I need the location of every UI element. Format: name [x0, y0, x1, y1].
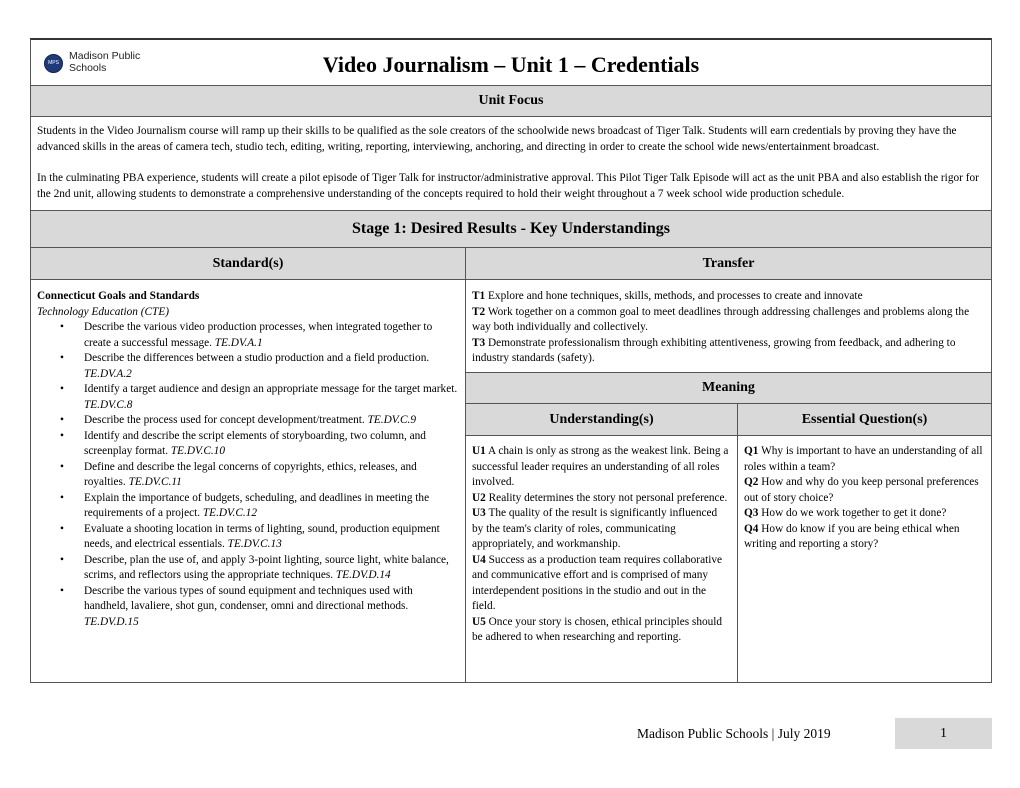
unit-focus-body [30, 117, 992, 211]
unit-focus-paragraph-2: In the culminating PBA experience, students will create a pilot episode of Tiger Talk for instructor/administrative approval. This Pilot Tiger Talk Episode will act as the unit PBA and also establish the rigor for the 2nd unit, allowing students to demonstrate a comprehensive understanding of the concepts required to hold their weight throughout a 7 week school wide production schedule. [37, 172, 979, 200]
understanding-item: U2 Reality determines the story not personal preference. [472, 491, 728, 504]
transfer-goal: T1 Explore and hone techniques, skills, methods, and processes to create and innovate [472, 290, 863, 302]
list-item: • Identify and describe the script elements of storyboarding, two column, and screenplay format. TE.DV.C.10 [60, 429, 426, 457]
document-page [30, 38, 992, 683]
list-item: • Describe, plan the use of, and apply 3-point lighting, source light, white balance, scrims, and reflectors using the appropriate techniques. TE.DV.D.14 [60, 553, 449, 581]
page-title: Video Journalism – Unit 1 – Credentials [322, 52, 700, 77]
list-item: • Define and describe the legal concerns of copyrights, ethics, releases, and royalties. TE.DV.C.11 [60, 460, 417, 488]
footer-text: Madison Public Schools | July 2019 [637, 725, 831, 741]
meaning-column-headers [466, 404, 991, 436]
transfer-meaning-area [466, 280, 991, 682]
questions-heading: Essential Question(s) [738, 404, 991, 435]
list-item: • Describe the various types of sound equipment and techniques used with handheld, lavaliere, shot gun, condenser, omni and directional methods. TE.DV.D.15 [60, 584, 413, 628]
transfer-goal: T2 Work together on a common goal to meet deadlines through addressing challenges and problems along the way both individually and collectively. [472, 305, 970, 333]
transfer-cell [466, 280, 991, 373]
standards-subtitle: Technology Education (CTE) [37, 305, 169, 318]
question-item: Q3 How do we work together to get it done? [744, 507, 947, 519]
question-item: Q2 How and why do you keep personal preferences out of story choice? [744, 476, 979, 504]
understanding-item: U3 The quality of the result is significantly influenced by the team's clarity of roles, communicating appropriately, and workmanship. [472, 507, 718, 550]
seal-icon: MPS [44, 54, 63, 73]
understandings-cell [466, 436, 738, 682]
list-item: • Identify a target audience and design an appropriate message for the target market. TE.DV.C.8 [60, 383, 458, 411]
transfer-goal: T3 Demonstrate professionalism through exhibiting attentiveness, growing from feedback, and adhering to industry standards (safety). [472, 336, 956, 364]
document-header [30, 38, 992, 86]
list-item: • Describe the process used for concept development/treatment. TE.DV.C.9 [60, 414, 417, 426]
understanding-item: U1 A chain is only as strong as the weakest link. Being a successful leader requires an understanding of all roles involved. [472, 445, 729, 488]
unit-focus-paragraph-1: Students in the Video Journalism course will ramp up their skills to be qualified as the sole creators of the schoolwide news broadcast of Tiger Talk. Students will earn credentials by proving they have the advanced skills in the areas of camera tech, studio tech, editing, writing, reporting, interviewing, anchoring, and directing in order to create the school wide news/entertainment broadcast. [37, 125, 957, 153]
standards-title: Connecticut Goals and Standards [37, 290, 200, 302]
meaning-content [466, 436, 991, 682]
understanding-item: U5 Once your story is chosen, ethical principles should be adhered to when researching and reporting. [472, 615, 723, 643]
logo-line-1: Madison Public [69, 50, 141, 62]
questions-cell [738, 436, 991, 682]
unit-focus-heading: Unit Focus [30, 86, 992, 117]
standards-list [37, 320, 459, 630]
question-item: Q4 How do know if you are being ethical when writing and reporting a story? [744, 522, 960, 550]
stage1-column-headers [30, 248, 992, 280]
list-item: • Describe the differences between a studio production and a field production. TE.DV.A.2 [60, 352, 430, 380]
stage1-content [30, 280, 992, 683]
logo-line-2: Schools [69, 62, 107, 74]
list-item: • Explain the importance of budgets, scheduling, and deadlines in meeting the requirements of a project. TE.DV.C.12 [60, 491, 430, 519]
understanding-item: U4 Success as a production team requires collaborative and communicative effort and is comprised of many interdependent positions in the studio and out in the field. [472, 553, 723, 612]
list-item: • Evaluate a shooting location in terms of lighting, sound, production equipment needs, and electrical essentials. TE.DV.C.13 [60, 522, 440, 550]
standards-cell [31, 280, 466, 682]
transfer-heading: Transfer [466, 248, 991, 279]
list-item: • Describe the various video production processes, when integrated together to create a successful message. TE.DV.A.1 [60, 321, 433, 349]
meaning-heading: Meaning [466, 373, 991, 404]
understandings-heading: Understanding(s) [466, 404, 738, 435]
page-footer [636, 718, 992, 749]
stage1-heading: Stage 1: Desired Results - Key Understandings [30, 211, 992, 248]
question-item: Q1 Why is important to have an understanding of all roles within a team? [744, 445, 983, 473]
page-number: 1 [895, 718, 992, 749]
standards-heading: Standard(s) [31, 248, 466, 279]
